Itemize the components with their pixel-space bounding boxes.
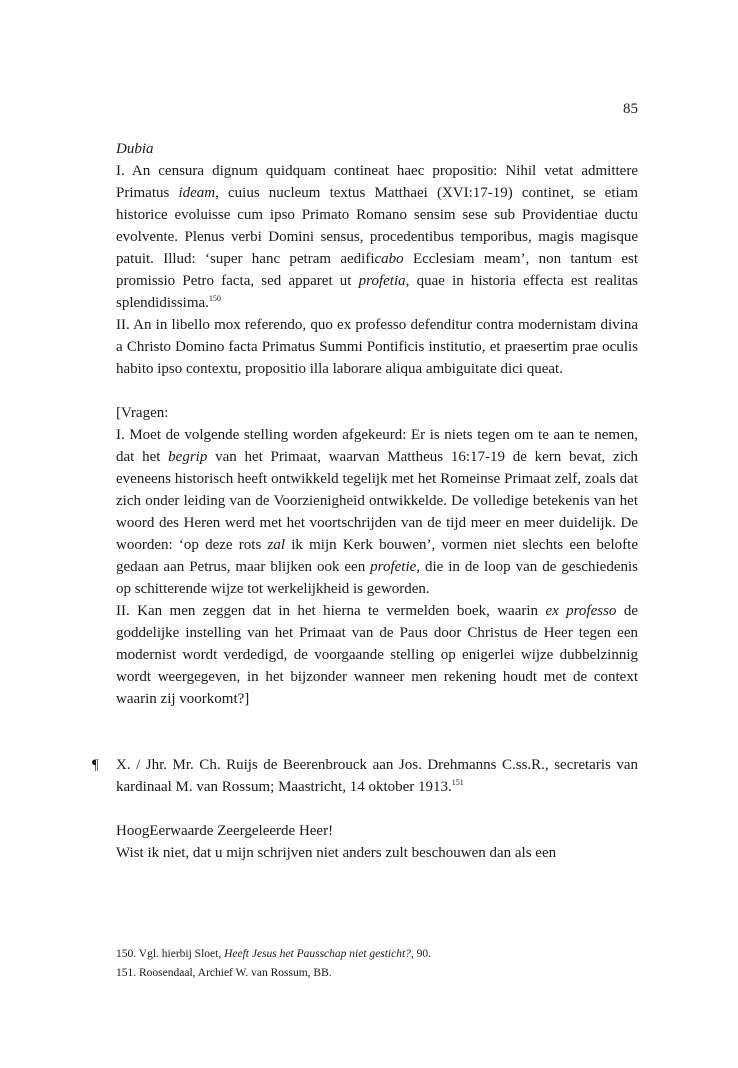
dubia-question-1: I. An censura dignum quidquam contineat haec propositio: Nihil vetat admittere Primatus ideam, cuius nucleum textus Matthaei (XVI:17-19) continet, se etiam historice evoluisse cum ipso Primato Romano sensim sese sub Providentiae ductu evolvente. Plenus verbi Domini sensus, procedentibus temporibus, magis magisque patuit. Illud: ‘super hanc petram aedificabo Ecclesiam meam’, non tantum est promissio Petro facta, sed apparet ut profetia, quae in historia effecta est realitas splendidissima.$^{150}$ bbox=[116, 163, 638, 311]
footnote-ref-151[interactable]: 151 bbox=[451, 778, 464, 787]
letter-first-line: Wist ik niet, dat u mijn schrijven niet anders zult beschouwen dan als een bbox=[116, 845, 557, 861]
letter-header: ¶ X. / Jhr. Mr. Ch. Ruijs de Beerenbrouck aan Jos. Drehmanns C.ss.R., secretaris van kardinaal M. van Rossum; Maastricht, 14 oktober 1913.$^{151}$ bbox=[116, 754, 638, 798]
pilcrow-icon: ¶ bbox=[92, 757, 99, 773]
footnotes bbox=[116, 945, 638, 983]
dubia-question-2: II. An in libello mox referendo, quo ex professo defenditur contra modernistam divina a Christo Domino facta Primatus Summi Pontificis institutio, et praesertim prae oculis habito ipso contextu, propositio illa laborare aliqua ambiguitate dici queat. bbox=[116, 317, 638, 377]
footnote-ref-150[interactable]: 150 bbox=[208, 294, 221, 303]
page-number: 85 bbox=[623, 101, 638, 117]
vragen-heading: [Vragen: bbox=[116, 405, 169, 421]
footnote-151: 151. Roosendaal, Archief W. van Rossum, BB. bbox=[116, 967, 332, 979]
dubia-heading: Dubia bbox=[116, 141, 154, 157]
body-text bbox=[92, 138, 639, 864]
letter-salutation: HoogEerwaarde Zeergeleerde Heer! bbox=[116, 823, 334, 839]
footnote-150: 150. Vgl. hierbij Sloet, Heeft Jesus het Pausschap niet gesticht?, 90. bbox=[116, 948, 432, 960]
vragen-question-2: II. Kan men zeggen dat in het hierna te vermelden boek, waarin ex professo de goddelijke instelling van het Primaat van de Paus door Christus de Heer tegen een modernist wordt verdedigd, de voorgaande stelling op enigerlei wijze dubbelzinnig wordt weergegeven, in het bijzonder wanneer men rekening houdt met de context waarin zij voorkomt?] bbox=[116, 603, 638, 707]
vragen-question-1: I. Moet de volgende stelling worden afgekeurd: Er is niets tegen om te aan te nemen, dat het begrip van het Primaat, waarvan Mattheus 16:17-19 de kern bevat, zich eveneens historisch heeft ontwikkeld tegelijk met het Romeinse Primaat zelf, zoals dat zich onder leiding van de Voorzienigheid ontwikkelde. De volledige betekenis van het woord des Heren werd met het voortschrijden van de tijd meer en meer duidelijk. De woorden: ‘op deze rots zal ik mijn Kerk bouwen’, vormen niet slechts een belofte gedaan aan Petrus, maar blijken ook een profetie, die in de loop van de geschiedenis op schitterende wijze tot werkelijkheid is geworden. bbox=[116, 427, 639, 597]
